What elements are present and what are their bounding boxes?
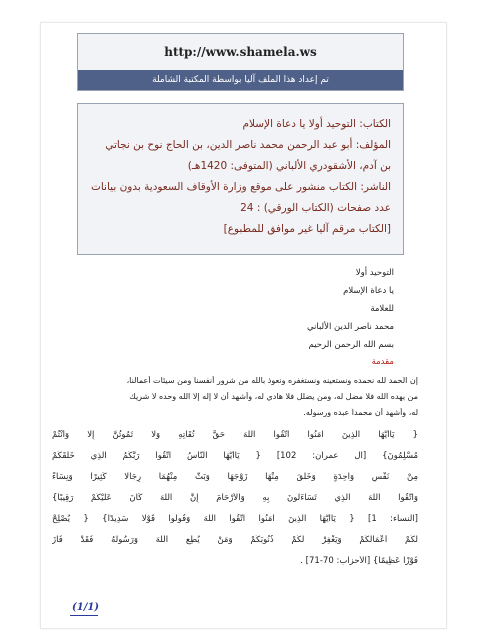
quran-verse-line-5: [النساء: 1] { يَاأَيُّهَا الَّذِينَ آمَنُوا اتَّقُوا اللَّهَ وَقُولُوا قَوْلًا سَدِيدًا} { يُصْلِحْ — [52, 514, 418, 524]
book-author-line-2: بن آدم، الأشقودري الألباني (المتوفى: 1420هـ) — [187, 160, 391, 172]
quran-verse-line-4: وَاتَّقُوا اللَّهَ الَّذِي تَسَاءَلُونَ بِهِ وَالْأَرْحَامَ إِنَّ اللَّهَ كَانَ عَلَيْكُمْ رَقِيبًا} — [52, 493, 418, 503]
content-basmala: بسم الله الرحمن الرحيم — [308, 340, 394, 350]
source-header — [77, 33, 404, 91]
page-number-underline — [70, 615, 98, 616]
book-author-line-1: المؤلف: أبو عبد الرحمن محمد ناصر الدين، بن الحاج نوح بن نجاتي — [105, 139, 391, 151]
page-number[interactable]: (1/1) — [72, 602, 100, 613]
content-author: محمد ناصر الدين الألباني — [306, 322, 394, 332]
content-subtitle: يا دعاة الإسلام — [343, 286, 394, 296]
book-info-box — [77, 103, 404, 255]
intro-heading: مقدمة — [371, 357, 394, 367]
intro-paragraph-line-2: من يهده الله فلا مضل له، ومن يضلل فلا هادي له، وأشهد أن لا إله إلا الله وحده لا شريك — [129, 392, 418, 401]
source-url[interactable]: http://www.shamela.ws — [164, 45, 317, 59]
book-title: الكتاب: التوحيد أولا يا دعاة الإسلام — [242, 118, 391, 130]
quran-verse-line-1: { يَاأَيُّهَا الَّذِينَ آمَنُوا اتَّقُوا اللَّهَ حَقَّ تُقَاتِهِ وَلَا تَمُوتُنَّ إِلَّا وَأَنْتُمْ — [52, 430, 418, 440]
quran-verse-line-6: لَكُمْ أَعْمَالَكُمْ وَيَغْفِرْ لَكُمْ ذُنُوبَكُمْ وَمَنْ يُطِعِ اللَّهَ وَرَسُولَهُ فَقَدْ فَازَ — [52, 535, 418, 545]
quran-verse-line-3: مِنْ نَفْسٍ وَاحِدَةٍ وَخَلَقَ مِنْهَا زَوْجَهَا وَبَثَّ مِنْهُمَا رِجَالًا كَثِيرًا وَنِسَاءً — [52, 472, 418, 482]
intro-paragraph-line-1: إن الحمد لله نحمده ونستعينه ونستغفره ونعوذ بالله من شرور أنفسنا ومن سيئات أعمالنا، — [126, 376, 418, 385]
content-title: التوحيد أولا — [355, 268, 394, 278]
generated-by-bar: تم إعداد هذا الملف آليا بواسطة المكتبة الشاملة — [78, 70, 403, 90]
quran-verse-line-7: فَوْزًا عَظِيمًا} [الأحزاب: 70-71] . — [300, 556, 418, 566]
book-numbering-note: [الكتاب مرقم آليا غير موافق للمطبوع] — [223, 223, 391, 235]
book-publisher: الناشر: الكتاب منشور على موقع وزارة الأوقاف السعودية بدون بيانات — [90, 181, 391, 193]
book-page-count: عدد صفحات (الكتاب الورقي) : 24 — [240, 202, 391, 214]
content-by-label: للعلامة — [370, 304, 394, 314]
intro-paragraph-line-3: له، وأشهد أن محمداً عبده ورسوله. — [303, 408, 418, 417]
quran-verse-line-2: مُسْلِمُونَ} [آل عمران: 102] { يَاأَيُّهَا النَّاسُ اتَّقُوا رَبَّكُمُ الَّذِي خَلَقَكُمْ — [52, 451, 418, 461]
